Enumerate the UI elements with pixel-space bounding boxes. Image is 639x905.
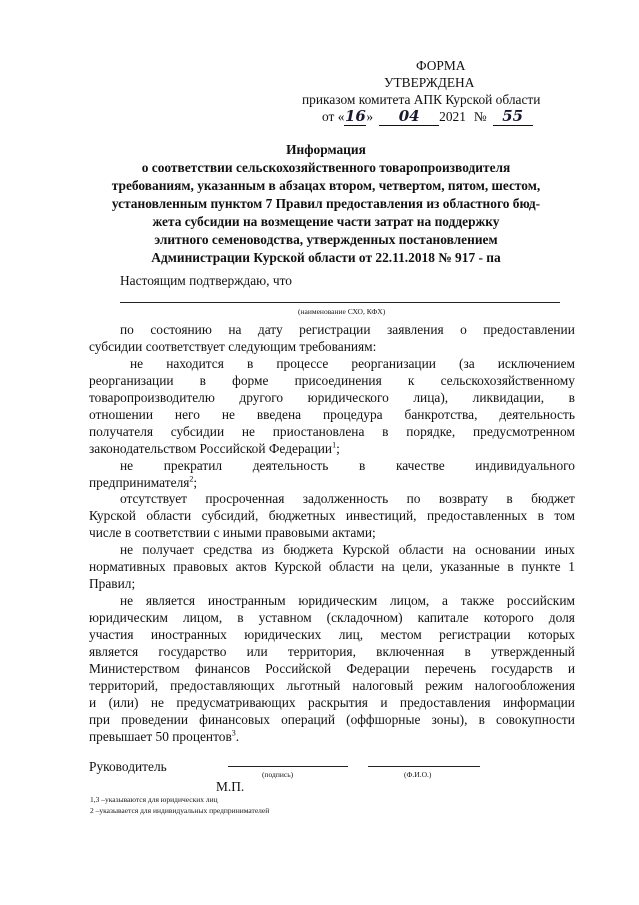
confirm-text: Настоящим подтверждаю, что	[120, 273, 292, 288]
body-line: субсидии соответствует следующим требованиям:	[89, 339, 377, 354]
body-line	[89, 373, 575, 389]
word: на	[381, 559, 395, 574]
word: иных	[544, 542, 575, 557]
footnote-ref: 2	[189, 474, 194, 484]
body-text: .	[235, 729, 240, 744]
body-line	[89, 728, 239, 746]
word: налоговый	[352, 678, 414, 693]
word: получателя	[89, 424, 154, 439]
word: Курской	[342, 542, 390, 557]
word: лица),	[413, 390, 449, 405]
word: в	[464, 644, 471, 659]
word: или	[246, 644, 268, 659]
name-field-line	[120, 302, 560, 303]
word: налогообложения	[474, 678, 575, 693]
word: лицом,	[182, 610, 223, 625]
name-caption: (наименование СХО, КФХ)	[298, 307, 386, 316]
body-line	[89, 712, 575, 728]
word: зоны),	[431, 712, 468, 727]
word: (или)	[108, 695, 139, 710]
handwritten-month: 04	[379, 108, 439, 126]
word: исключением	[497, 356, 575, 371]
footnote: 1,3 –указываются для юридических лиц	[90, 795, 218, 804]
word: том	[554, 508, 575, 523]
word: просроченная	[205, 491, 285, 506]
word: является	[145, 593, 196, 608]
word: в	[568, 390, 575, 405]
word: в	[199, 373, 206, 388]
word: регистрации	[299, 322, 371, 337]
word: территорий,	[89, 678, 159, 693]
word: при	[89, 712, 111, 727]
word: и	[89, 695, 97, 710]
word: Курской	[89, 508, 136, 523]
word: иностранных	[150, 627, 227, 642]
word: не	[130, 356, 144, 371]
word: заявления	[386, 322, 444, 337]
word: бюджет	[531, 491, 575, 506]
word: в	[507, 559, 514, 574]
word: правовых	[173, 559, 228, 574]
body-line	[89, 474, 197, 492]
number-label: №	[473, 109, 487, 124]
word: льготный	[286, 678, 341, 693]
body-line	[89, 440, 340, 458]
word: в	[237, 610, 244, 625]
word: (за	[459, 356, 475, 371]
approved-label: УТВЕРЖДЕНА	[384, 75, 475, 90]
word: указанные	[440, 559, 500, 574]
body-text: предпринимателя	[89, 475, 190, 490]
word: в	[478, 712, 485, 727]
word: отсутствует	[120, 491, 187, 506]
body-line	[89, 424, 575, 440]
word: процедура	[322, 407, 383, 422]
word: актов	[235, 559, 267, 574]
word: финансов	[194, 661, 251, 676]
word: а	[442, 593, 448, 608]
body-line	[89, 695, 575, 711]
word: области	[398, 542, 444, 557]
word: бюджета	[283, 542, 334, 557]
word: него	[174, 407, 200, 422]
title-line: о соответствии сельскохозяйственного товаропроизводителя	[141, 160, 511, 175]
word: в	[246, 356, 254, 371]
word: не	[150, 695, 165, 710]
word: субсидии	[170, 424, 225, 439]
word: задолженность	[302, 491, 389, 506]
word: возврату	[438, 491, 489, 506]
word: является	[89, 644, 139, 659]
signature-caption: (подпись)	[262, 770, 294, 779]
title-line: установленным пунктом 7 Правил предоставления из областного бюд-	[111, 196, 541, 211]
footnote-ref: 3	[231, 728, 236, 738]
body-line: Правил;	[89, 576, 136, 591]
word: местом	[380, 627, 422, 642]
word: регистрации	[439, 627, 511, 642]
word: отношении	[89, 407, 153, 422]
word: Курской	[274, 559, 322, 574]
word: не	[221, 407, 235, 422]
head-label: Руководитель	[89, 759, 167, 774]
word: порядке,	[406, 424, 456, 439]
word: территория,	[287, 644, 356, 659]
approval-order: приказом комитета АПК Курской области	[302, 92, 541, 107]
stamp-place-label: М.П.	[216, 779, 245, 794]
word: бюджетных	[268, 508, 336, 523]
handwritten-day: 16	[344, 107, 366, 125]
word: и	[567, 661, 575, 676]
word: в	[358, 458, 366, 473]
word: присоединения	[294, 373, 382, 388]
word: ликвидации,	[472, 390, 545, 405]
word: нормативных	[89, 559, 166, 574]
word: включенная	[376, 644, 445, 659]
body-line	[120, 593, 575, 609]
word: (складочном)	[326, 610, 403, 625]
title-line: жета субсидии на возмещение части затрат на поддержку	[152, 214, 500, 229]
word: также	[460, 593, 495, 608]
title-line: элитного семеноводства, утвержденных постановлением	[154, 232, 498, 247]
word: и	[380, 695, 388, 710]
word: Министерством	[89, 661, 180, 676]
word: перечень	[424, 661, 477, 676]
word: не	[120, 542, 134, 557]
body-line	[120, 458, 575, 474]
fio-caption: (Ф.И.О.)	[404, 770, 432, 779]
word: в	[382, 424, 389, 439]
body-line	[120, 322, 575, 338]
word: предоставляющих	[170, 678, 275, 693]
signature-line	[228, 766, 348, 767]
title-line: требованиям, указанным в абзацах втором, четвертом, пятом, шестом,	[111, 178, 541, 193]
word: находится	[166, 356, 224, 371]
body-line	[89, 508, 575, 524]
title-line: Информация	[286, 142, 366, 157]
word: финансовых	[199, 712, 270, 727]
word: российским	[506, 593, 575, 608]
word: состоянию	[150, 322, 212, 337]
body-line	[89, 610, 575, 626]
word: цели,	[402, 559, 433, 574]
footnote: 2 –указывается для индивидуальных предпринимателей	[90, 806, 270, 815]
word: не	[120, 458, 134, 473]
word: предусмотренном	[472, 424, 575, 439]
word: товаропроизводителю	[89, 390, 215, 405]
word: средства	[203, 542, 253, 557]
word: по	[120, 322, 134, 337]
word: банкротства,	[404, 407, 478, 422]
word: предусматривающих	[176, 695, 296, 710]
word: деятельность	[499, 407, 575, 422]
word: по	[406, 491, 421, 506]
word: в	[537, 508, 544, 523]
word: не	[120, 593, 134, 608]
word: уставном	[258, 610, 312, 625]
body-line: числе в соответствии с иными правовыми актами;	[89, 525, 376, 540]
word: реорганизации	[89, 373, 174, 388]
approval-date-line	[322, 108, 533, 126]
word: прекратил	[163, 458, 223, 473]
body-line	[89, 627, 575, 643]
word: операций	[281, 712, 336, 727]
word: предоставленных	[426, 508, 528, 523]
word: государств	[491, 661, 553, 676]
word: юридическим	[298, 593, 378, 608]
body-line	[89, 644, 575, 660]
word: не	[241, 424, 255, 439]
word: совокупности	[496, 712, 575, 727]
word: другого	[239, 390, 284, 405]
body-line	[120, 491, 575, 507]
title-line: Администрации Курской области от 22.11.2018 № 917 - па	[151, 250, 501, 265]
word: основании	[475, 542, 536, 557]
word: участия	[89, 627, 134, 642]
body-text: законодательством Российской Федерации	[89, 441, 333, 456]
word: утвержденный	[490, 644, 575, 659]
word: пункте	[521, 559, 561, 574]
word: предоставления	[399, 695, 491, 710]
document-title	[80, 141, 572, 267]
date-year: 2021	[439, 109, 466, 124]
body-text: ;	[336, 441, 340, 456]
word: к	[407, 373, 415, 388]
word: Федерации	[346, 661, 410, 676]
form-label: ФОРМА	[416, 58, 466, 73]
word: (оффшорные	[346, 712, 421, 727]
body-line	[120, 542, 575, 558]
word: форме	[232, 373, 269, 388]
date-prefix: от «	[322, 109, 345, 124]
body-text: ;	[193, 475, 198, 490]
body-line	[89, 407, 575, 423]
word: введена	[256, 407, 302, 422]
body-line	[89, 559, 575, 575]
word: иностранным	[207, 593, 286, 608]
word: качестве	[395, 458, 445, 473]
body-line	[89, 390, 575, 406]
word: Российской	[265, 661, 332, 676]
word: лиц,	[338, 627, 364, 642]
body-line	[130, 356, 575, 372]
word: субсидий,	[201, 508, 259, 523]
word: приостановлена	[272, 424, 365, 439]
word: проведении	[121, 712, 188, 727]
word: сельскохозяйственному	[440, 373, 575, 388]
word: инвестиций,	[345, 508, 417, 523]
word: юридическим	[89, 610, 168, 625]
body-line	[89, 661, 575, 677]
date-mid: »	[366, 109, 374, 124]
word: которых	[527, 627, 575, 642]
word: о	[460, 322, 467, 337]
word: доля	[548, 610, 575, 625]
fio-line	[368, 766, 480, 767]
footnote-ref: 1	[332, 440, 337, 450]
word: деятельность	[252, 458, 329, 473]
word: 1	[568, 559, 575, 574]
word: которого	[483, 610, 534, 625]
word: на	[452, 542, 466, 557]
word: информации	[502, 695, 575, 710]
word: предоставлении	[483, 322, 575, 337]
word: в	[506, 491, 513, 506]
word: области	[146, 508, 192, 523]
word: индивидуального	[475, 458, 575, 473]
word: области	[328, 559, 374, 574]
word: процессе	[276, 356, 329, 371]
word: юридического	[307, 390, 389, 405]
body-line	[89, 678, 575, 694]
word: капитале	[417, 610, 469, 625]
word: лицом,	[390, 593, 430, 608]
word: юридических	[244, 627, 322, 642]
word: режим	[425, 678, 463, 693]
word: реорганизации	[351, 356, 436, 371]
word: из	[261, 542, 275, 557]
word: на	[228, 322, 242, 337]
handwritten-number: 55	[493, 108, 533, 126]
word: раскрытия	[308, 695, 368, 710]
word: получает	[142, 542, 194, 557]
word: государство	[158, 644, 227, 659]
word: дату	[257, 322, 283, 337]
body-text: превышает 50 процентов	[89, 729, 232, 744]
